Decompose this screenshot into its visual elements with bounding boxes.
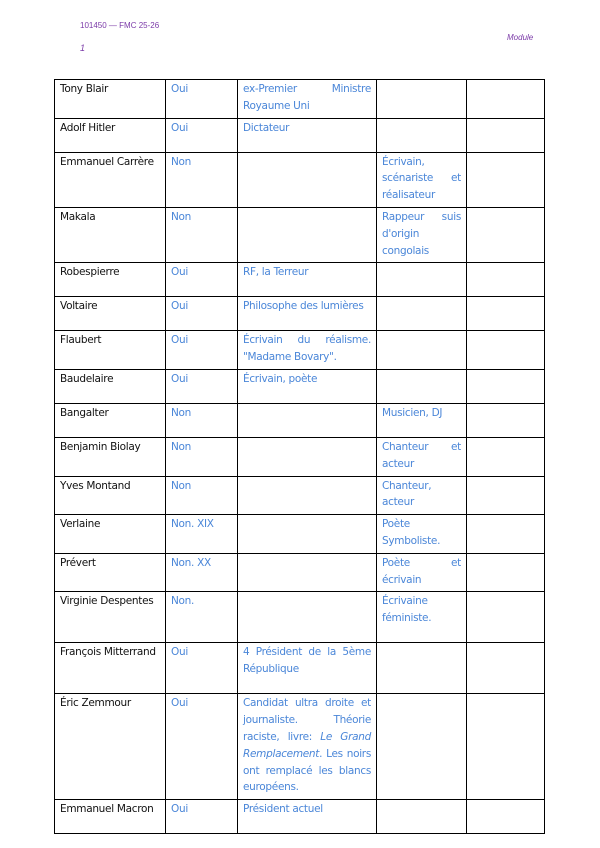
person-description: ex-Premier Ministre Royaume Uni (238, 80, 377, 119)
person-name: Voltaire (55, 297, 166, 331)
extra-cell (467, 80, 545, 119)
person-name: Bangalter (55, 403, 166, 437)
table-row (55, 331, 545, 370)
table-row (55, 800, 545, 834)
extra-cell (467, 152, 545, 207)
table-row (55, 263, 545, 297)
person-description: Dictateur (238, 118, 377, 152)
description-text: . Les noirs ont remplacé les blancs européens. (243, 747, 371, 794)
known-status: Oui (166, 643, 238, 694)
other-info (377, 694, 467, 800)
other-info (377, 80, 467, 119)
known-status: Oui (166, 263, 238, 297)
extra-cell (467, 592, 545, 643)
table-row (55, 80, 545, 119)
known-status: Oui (166, 118, 238, 152)
known-status: Non (166, 476, 238, 515)
person-name: Robespierre (55, 263, 166, 297)
person-name: Baudelaire (55, 369, 166, 403)
known-status: Oui (166, 80, 238, 119)
table-row (55, 694, 545, 800)
other-info: Écrivaine féministe. (377, 592, 467, 643)
person-description (238, 694, 377, 800)
known-status: Non (166, 207, 238, 262)
person-name: Virginie Despentes (55, 592, 166, 643)
table-row (55, 592, 545, 643)
extra-cell (467, 403, 545, 437)
person-name: Éric Zemmour (55, 694, 166, 800)
other-info (377, 118, 467, 152)
known-status: Non (166, 403, 238, 437)
table-row (55, 207, 545, 262)
other-info (377, 263, 467, 297)
person-description: Philosophe des lumières (238, 297, 377, 331)
person-name: Tony Blair (55, 80, 166, 119)
extra-cell (467, 694, 545, 800)
person-description (238, 437, 377, 476)
other-info (377, 643, 467, 694)
table-row (55, 515, 545, 554)
person-name: Prévert (55, 553, 166, 592)
person-description: Président actuel (238, 800, 377, 834)
person-description (238, 152, 377, 207)
known-status: Oui (166, 369, 238, 403)
person-name: Emmanuel Carrère (55, 152, 166, 207)
extra-cell (467, 800, 545, 834)
known-status: Oui (166, 297, 238, 331)
person-description: Écrivain, poète (238, 369, 377, 403)
person-name: Yves Montand (55, 476, 166, 515)
table-row (55, 553, 545, 592)
known-status: Non (166, 437, 238, 476)
person-name: Benjamin Biolay (55, 437, 166, 476)
table-row (55, 476, 545, 515)
person-description (238, 207, 377, 262)
person-name: Makala (55, 207, 166, 262)
people-table (54, 79, 545, 834)
header-page-number: 1 (80, 43, 86, 53)
description-text: Candidat ultra droite et journaliste. Théorie raciste, livre: (243, 697, 371, 743)
other-info: Rappeur suis d'origin congolais (377, 207, 467, 262)
person-description: 4 Président de la 5ème République (238, 643, 377, 694)
person-description (238, 515, 377, 554)
other-info: Chanteur et acteur (377, 437, 467, 476)
known-status: Non. XIX (166, 515, 238, 554)
table-row (55, 152, 545, 207)
other-info: Écrivain, scénariste et réalisateur (377, 152, 467, 207)
header-module-label: Module (507, 33, 534, 42)
person-description: Écrivain du réalisme. "Madame Bovary". (238, 331, 377, 370)
extra-cell (467, 369, 545, 403)
other-info: Chanteur, acteur (377, 476, 467, 515)
known-status: Oui (166, 800, 238, 834)
person-name: Emmanuel Macron (55, 800, 166, 834)
person-description: RF, la Terreur (238, 263, 377, 297)
person-description (238, 476, 377, 515)
extra-cell (467, 207, 545, 262)
book-title: Le Grand Remplacement (243, 730, 371, 760)
extra-cell (467, 297, 545, 331)
extra-cell (467, 553, 545, 592)
table-row (55, 297, 545, 331)
person-name: Adolf Hitler (55, 118, 166, 152)
table-row (55, 437, 545, 476)
extra-cell (467, 331, 545, 370)
table-row (55, 403, 545, 437)
known-status: Oui (166, 331, 238, 370)
extra-cell (467, 437, 545, 476)
person-name: François Mitterrand (55, 643, 166, 694)
extra-cell (467, 476, 545, 515)
other-info: Musicien, DJ (377, 403, 467, 437)
header-course-code: 101450 — FMC 25-26 (80, 21, 160, 30)
person-description (238, 592, 377, 643)
extra-cell (467, 118, 545, 152)
person-name: Flaubert (55, 331, 166, 370)
person-description (238, 403, 377, 437)
other-info: Poète et écrivain (377, 553, 467, 592)
extra-cell (467, 643, 545, 694)
other-info (377, 331, 467, 370)
table-row (55, 369, 545, 403)
other-info (377, 800, 467, 834)
other-info: Poète Symboliste. (377, 515, 467, 554)
other-info (377, 297, 467, 331)
extra-cell (467, 515, 545, 554)
known-status: Oui (166, 694, 238, 800)
table-row (55, 118, 545, 152)
person-description (238, 553, 377, 592)
other-info (377, 369, 467, 403)
known-status: Non. XX (166, 553, 238, 592)
known-status: Non (166, 152, 238, 207)
person-name: Verlaine (55, 515, 166, 554)
known-status: Non. (166, 592, 238, 643)
extra-cell (467, 263, 545, 297)
table-row (55, 643, 545, 694)
